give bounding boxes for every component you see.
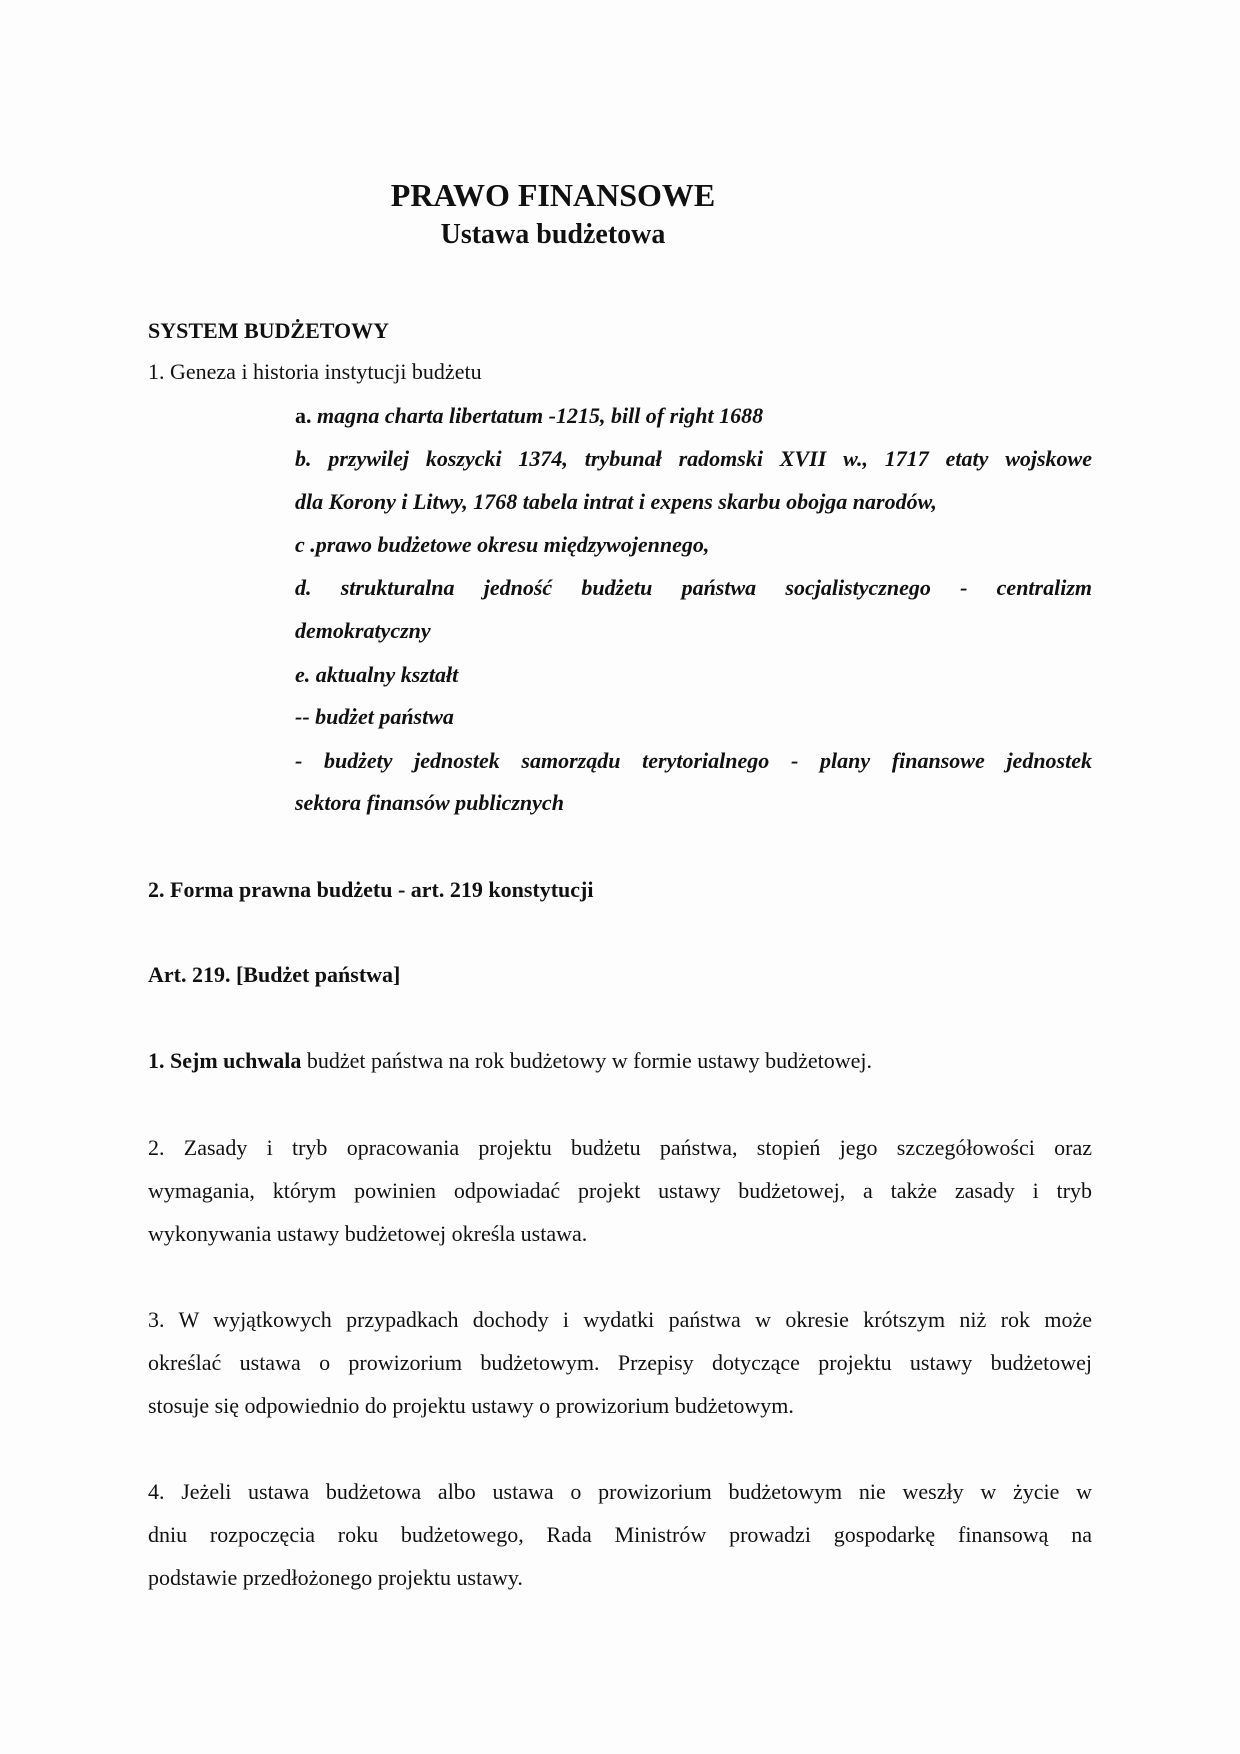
paragraph-3-line1: 3. W wyjątkowych przypadkach dochody i wydatki państwa w okresie krótszym niż rok może <box>148 1307 1092 1332</box>
paragraph-4-line3: podstawie przedłożonego projektu ustawy. <box>148 1565 523 1590</box>
paragraph-1 <box>148 1048 872 1074</box>
paragraph-4-line1: 4. Jeżeli ustawa budżetowa albo ustawa o prowizorium budżetowym nie weszły w życie w <box>148 1479 1092 1504</box>
sub-item-e-budzet-panstwa: -- budżet państwa <box>295 704 454 729</box>
document-title: PRAWO FINANSOWE <box>390 177 716 213</box>
section-heading-system: SYSTEM BUDŻETOWY <box>148 318 390 343</box>
paragraph-2-line2: wymagania, którym powinien odpowiadać projekt ustawy budżetowej, a także zasady i tryb <box>148 1178 1092 1203</box>
document-subtitle: Ustawa budżetowa <box>440 219 666 250</box>
sub-item-e: e. aktualny kształt <box>295 662 459 687</box>
paragraph-3-line3: stosuje się odpowiednio do projektu ustawy o prowizorium budżetowym. <box>148 1393 794 1418</box>
sub-item-d-line1: d. strukturalna jedność budżetu państwa socjalistycznego - centralizm <box>295 575 1092 600</box>
list-item-geneza: 1. Geneza i historia instytucji budżetu <box>148 359 482 384</box>
sub-item-c: c .prawo budżetowe okresu międzywojennego, <box>295 532 710 557</box>
sub-item-d-line2: demokratyczny <box>295 618 431 643</box>
sub-item-a <box>295 403 763 429</box>
sub-item-b-line1: b. przywilej koszycki 1374, trybunał radomski XVII w., 1717 etaty wojskowe <box>295 446 1092 471</box>
paragraph-2-line3: wykonywania ustawy budżetowej określa ustawa. <box>148 1221 588 1246</box>
paragraph-3-line2: określać ustawa o prowizorium budżetowym. Przepisy dotyczące projektu ustawy budżetowej <box>148 1350 1092 1375</box>
sub-item-b-line2: dla Korony i Litwy, 1768 tabela intrat i expens skarbu obojga narodów, <box>295 489 937 514</box>
paragraph-2-line1: 2. Zasady i tryb opracowania projektu budżetu państwa, stopień jego szczegółowości oraz <box>148 1135 1092 1160</box>
sub-item-a-text: magna charta libertatum -1215, bill of right 1688 <box>311 403 764 428</box>
paragraph-1-text: budżet państwa na rok budżetowy w formie ustawy budżetowej. <box>301 1048 873 1073</box>
sub-item-e-budzety-jst-line2: sektora finansów publicznych <box>295 790 564 815</box>
sub-item-a-prefix: a. <box>295 403 312 428</box>
paragraph-1-lead: 1. Sejm uchwala <box>148 1048 302 1073</box>
article-heading: Art. 219. [Budżet państwa] <box>148 962 401 987</box>
section-heading-forma-prawna: 2. Forma prawna budżetu - art. 219 konstytucji <box>148 877 594 902</box>
paragraph-4-line2: dniu rozpoczęcia roku budżetowego, Rada Ministrów prowadzi gospodarkę finansową na <box>148 1522 1092 1547</box>
sub-item-e-budzety-jst-line1: - budżety jednostek samorządu terytorialnego - plany finansowe jednostek <box>295 748 1092 773</box>
